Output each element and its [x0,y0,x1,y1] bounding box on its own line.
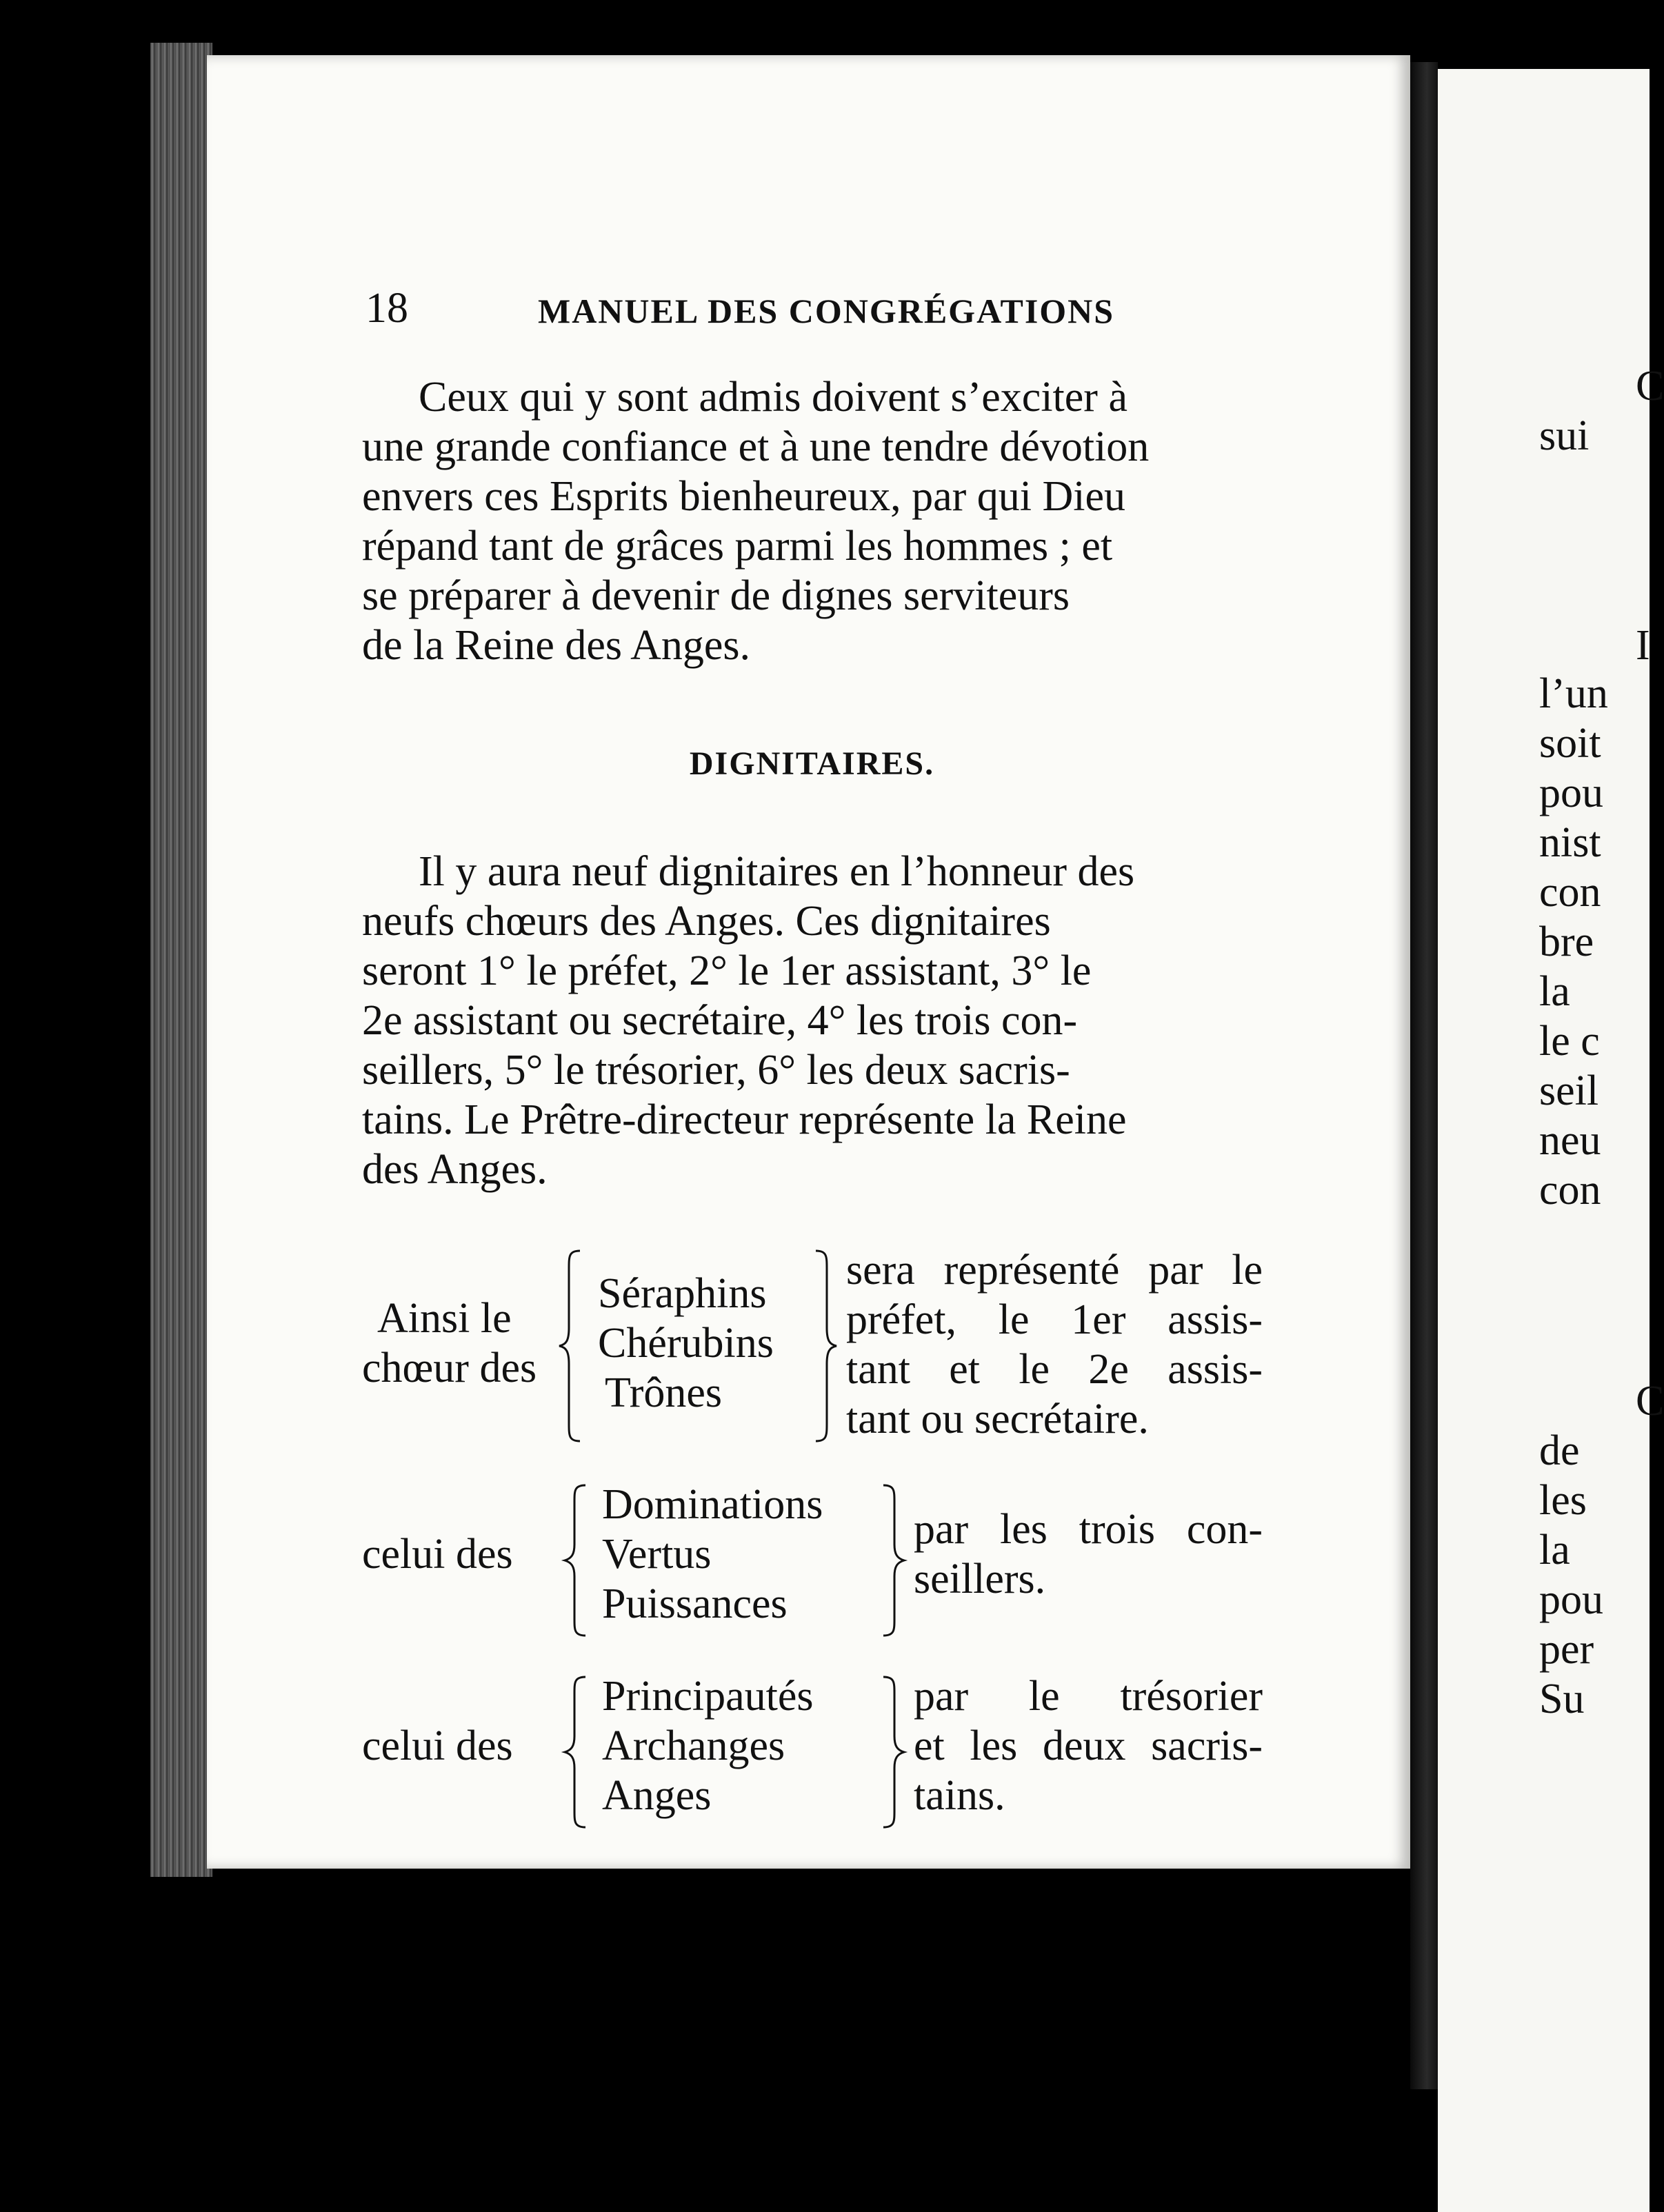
text-line: seront 1° le préfet, 2° le 1er assistant, 3° le [362,947,1092,994]
paragraph-intro [362,372,1262,670]
facing-fragment: con [1539,1167,1601,1214]
facing-fragment: C [1636,1378,1664,1425]
group-description [914,1671,1263,1820]
facing-fragment: seil [1539,1067,1599,1114]
choir-name: Puissances [602,1580,788,1627]
description-line: sera représenté par le [846,1247,1263,1294]
right-brace-icon [879,1482,907,1638]
facing-fragment: pou [1539,770,1603,816]
facing-fragment: l’un [1539,670,1608,717]
text-line: seillers, 5° le trésorier, 6° les deux sacris- [362,1047,1070,1094]
right-brace-icon [879,1674,907,1830]
facing-fragment: la [1539,968,1570,1015]
description-line: tant ou secrétaire. [846,1396,1149,1442]
facing-fragment: sui [1539,412,1590,459]
facing-fragment: neu [1539,1117,1601,1164]
text-line: des Anges. [362,1146,548,1193]
left-brace-icon [557,1248,584,1444]
text-line: tains. Le Prêtre-directeur représente la Reine [362,1096,1127,1143]
text-line: Ceux qui y sont admis doivent s’exciter à [419,374,1127,421]
paragraph-dignitaires [362,847,1262,1194]
choir-name: Archanges [602,1722,785,1769]
facing-fragment: Su [1539,1676,1585,1722]
facing-fragment: soit [1539,720,1601,767]
facing-fragment: bre [1539,918,1594,965]
group-label-line: celui des [362,1722,513,1769]
group-label-line: chœur des [362,1345,537,1391]
choir-list [602,1671,814,1820]
book-gutter [1410,62,1438,2089]
description-line: tant et le 2e assis- [846,1346,1263,1393]
choir-list [598,1269,774,1418]
facing-fragment: pou [1539,1576,1603,1623]
text-line: répand tant de grâces parmi les hommes ; et [362,523,1113,570]
left-brace-icon [562,1674,590,1830]
running-title: MANUEL DES CONGRÉGATIONS [538,292,1115,330]
description-line: par le trésorier [914,1673,1263,1720]
choir-group-2 [362,1480,1265,1645]
facing-fragment: nist [1539,819,1601,866]
text-line: envers ces Esprits bienheureux, par qui Dieu [362,473,1126,520]
description-line: seillers. [914,1556,1046,1602]
text-line: neufs chœurs des Anges. Ces dignitaires [362,898,1051,945]
facing-fragment: con [1539,869,1601,916]
text-line: une grande confiance et à une tendre dévotion [362,423,1150,470]
left-brace-icon [562,1482,590,1638]
choir-name: Séraphins [598,1270,767,1317]
facing-fragment: la [1539,1527,1570,1573]
facing-fragment: per [1539,1626,1594,1673]
facing-fragment: les [1539,1477,1587,1524]
group-description [914,1505,1263,1604]
choir-name: Vertus [602,1531,712,1578]
right-brace-icon [812,1248,839,1444]
choir-name: Principautés [602,1673,814,1720]
choir-group-1 [362,1245,1265,1452]
group-label-line: celui des [362,1531,513,1578]
facing-fragment: C [1636,363,1664,410]
choir-name: Trônes [605,1369,722,1416]
book-page-edges [150,43,212,1877]
group-label-line: Ainsi le [377,1295,512,1342]
group-description [846,1245,1263,1444]
facing-fragment: I [1636,622,1650,669]
facing-fragment: le c [1539,1018,1600,1065]
group-label [362,1529,513,1579]
page-number: 18 [365,285,408,332]
description-line: tains. [914,1772,1005,1819]
choir-list [602,1480,823,1629]
text-line: se préparer à devenir de dignes serviteurs [362,572,1070,619]
choir-name: Chérubins [598,1320,774,1367]
choir-name: Anges [602,1772,712,1819]
group-label [362,1721,513,1771]
description-line: préfet, le 1er assis- [846,1296,1263,1343]
section-heading: DIGNITAIRES. [689,745,935,782]
choir-group-3 [362,1671,1265,1837]
text-line: 2e assistant ou secrétaire, 4° les trois con- [362,997,1078,1044]
description-line: et les deux sacris- [914,1722,1263,1769]
choir-name: Dominations [602,1481,823,1528]
description-line: par les trois con- [914,1506,1263,1553]
text-line: de la Reine des Anges. [362,622,751,669]
facing-fragment: de [1539,1427,1580,1474]
text-line: Il y aura neuf dignitaires en l’honneur des [419,848,1135,895]
group-label [362,1294,537,1393]
